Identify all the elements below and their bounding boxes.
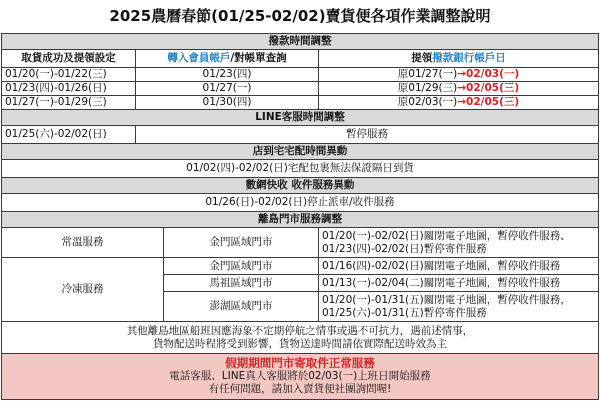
payment-member-date: 01/30(四) (136, 96, 319, 110)
adjustment-table (1, 33, 599, 400)
store-delivery-section-header (2, 144, 599, 160)
island-area: 澎湖區域門市 (164, 292, 319, 322)
island-row (2, 258, 599, 275)
express-section-header (2, 178, 599, 194)
bank-date-new: 02/05(三) (466, 96, 520, 108)
store-delivery-row (2, 160, 599, 178)
line-cs-section-title: LINE客服時間調整 (2, 110, 599, 126)
payment-period: 01/27(一)-01/29(三) (2, 96, 136, 110)
bank-date-original: 原02/03(一) (397, 96, 458, 108)
island-note-row (2, 322, 599, 354)
line-cs-status: 暫停服務 (136, 126, 599, 144)
pickup-line: 有任何問題，請加入賣貨便社團詢問喔! (208, 383, 392, 395)
col-header-bank-pre: 提領 (411, 52, 433, 64)
payment-row (2, 96, 599, 110)
line-cs-row (2, 126, 599, 144)
island-row (2, 228, 599, 258)
payment-row (2, 68, 599, 82)
col-header-pickup: 取貨成功及提領設定 (2, 50, 136, 68)
pickup-notice-row (2, 354, 599, 400)
island-area: 金門區域門市 (164, 228, 319, 258)
pickup-section-title: 假期期間門市寄取件正常服務 (225, 356, 375, 370)
island-detail-line: 01/25(六)-01/31(五)暫停寄件服務 (322, 306, 487, 319)
col-header-bank (319, 50, 599, 68)
bank-date-new: 02/03(一) (466, 68, 520, 80)
payment-bank-date (319, 96, 599, 110)
island-detail-line: 01/16(四)-02/02(日)關閉電子地圖，暫停收件服務 (319, 258, 599, 275)
payment-period: 01/23(四)-01/26(日) (2, 82, 136, 96)
store-delivery-section-title: 店到宅宅配時間異動 (2, 144, 599, 160)
payment-member-date: 01/27(一) (136, 82, 319, 96)
express-section-title: 數網快收 收件服務異動 (2, 178, 599, 194)
island-detail-line: 01/20(一)-01/31(五)關閉電子地圖，暫停收件服務， (322, 293, 571, 306)
island-detail-line: 01/13(一)-02/04(二)關閉電子地圖，暫停收件服務 (319, 275, 599, 292)
express-text: 01/26(日)-02/02(日)停止派車/收件服務 (2, 194, 599, 212)
island-detail (319, 292, 599, 322)
line-cs-section-header (2, 110, 599, 126)
col-header-member (136, 50, 319, 68)
payment-section-header (2, 34, 599, 50)
island-note-line: 其他離島地區船班因應海象不定期停航之情事或遇不可抗力，遇前述情事， (126, 324, 474, 337)
col-header-member-blue: 轉入會員帳戶 (167, 52, 231, 64)
payment-column-headers (2, 50, 599, 68)
express-row (2, 194, 599, 212)
payment-member-date: 01/23(四) (136, 68, 319, 82)
payment-bank-date (319, 68, 599, 82)
payment-row (2, 82, 599, 96)
col-header-member-rest: /對帳單查詢 (230, 52, 287, 64)
arrow-icon: → (457, 68, 467, 80)
island-note (2, 322, 599, 354)
arrow-icon: → (457, 96, 467, 108)
pickup-line: 電話客服、LINE真人客服將於02/03(一)上班日開始服務 (169, 370, 431, 382)
col-header-bank-blue: 撥款銀行帳戶日 (432, 52, 506, 64)
payment-period: 01/20(一)-01/22(三) (2, 68, 136, 82)
island-section-title: 離島門市服務調整 (2, 212, 599, 228)
page-title: 2025農曆春節(01/25-02/02)賣貨便各項作業調整說明 (109, 7, 491, 25)
arrow-icon: → (457, 82, 467, 94)
island-note-line: 貨物配送時程將受到影響，貨物送達時間請依實際配送時效為主 (153, 337, 447, 350)
store-delivery-text: 01/02(四)-02/02(日)宅配包裹無法保證隔日到貨 (2, 160, 599, 178)
island-detail-line: 01/20(一)-02/02(日)關閉電子地圖，暫停收件服務、 (322, 229, 571, 242)
payment-bank-date (319, 82, 599, 96)
island-service-type: 冷凍服務 (2, 258, 164, 322)
island-area: 馬祖區域門市 (164, 275, 319, 292)
payment-section-title: 撥款時間調整 (2, 34, 599, 50)
bank-date-original: 原01/29(三) (397, 82, 458, 94)
bank-date-original: 原01/27(一) (397, 68, 458, 80)
island-area: 金門區域門市 (164, 258, 319, 275)
line-cs-period: 01/25(六)-02/02(日) (2, 126, 136, 144)
pickup-notice (2, 354, 599, 400)
island-detail (319, 228, 599, 258)
bank-date-new: 02/05(三) (466, 82, 520, 94)
island-detail-line: 01/23(四)-02/02(日)暫停寄件服務 (322, 242, 487, 255)
island-service-type: 常溫服務 (2, 228, 164, 258)
island-section-header (2, 212, 599, 228)
